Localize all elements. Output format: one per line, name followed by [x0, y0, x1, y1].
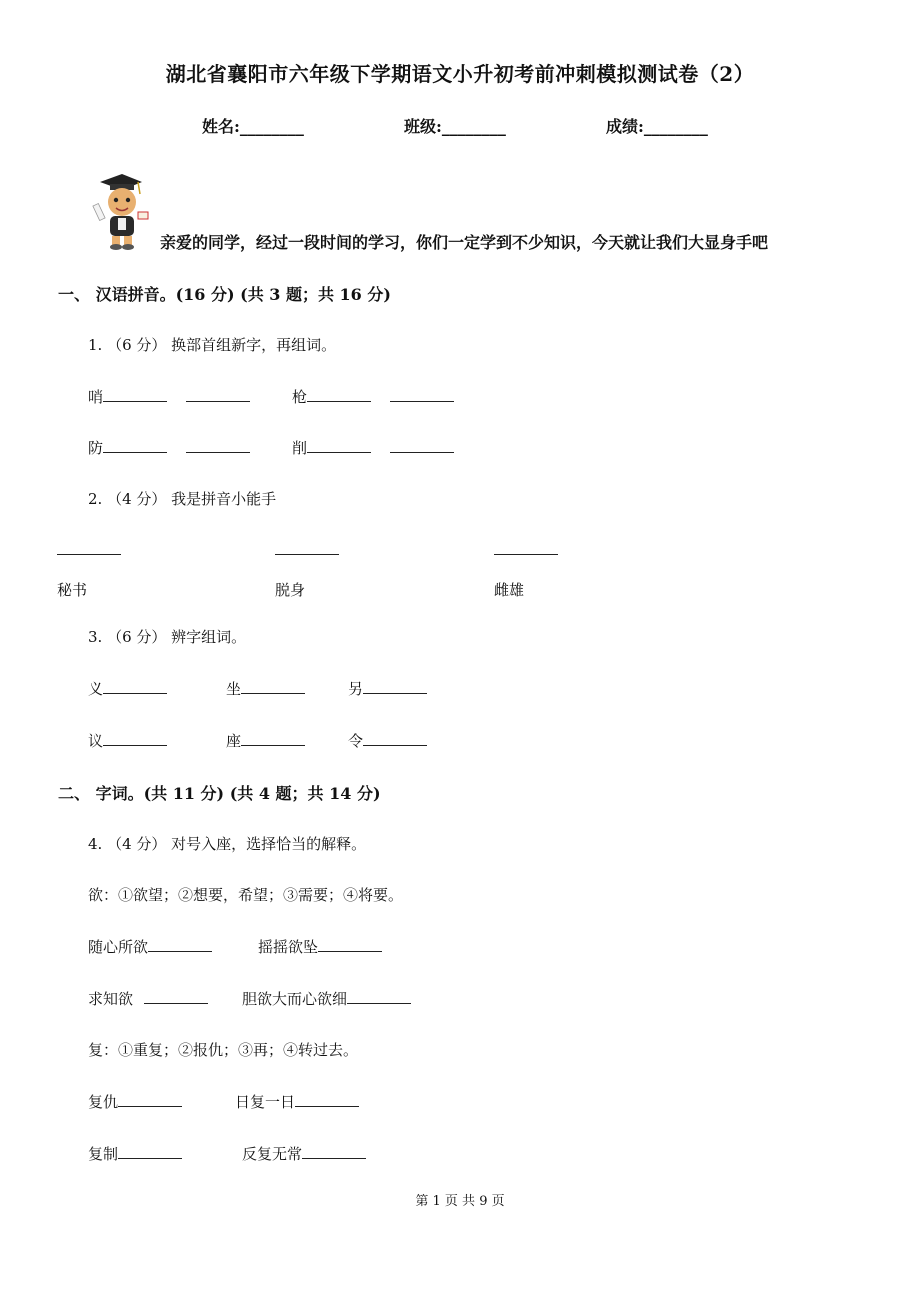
answer-blank[interactable] — [103, 438, 167, 453]
name-field-label: 姓名:________ — [202, 117, 304, 136]
q1-row2-item1 — [88, 437, 250, 458]
student-mascot-icon — [88, 168, 154, 250]
q4-phrase: 求知欲 — [88, 990, 138, 1008]
q4-phrase: 复仇 — [88, 1093, 119, 1111]
q4-phrase: 随心所欲 — [88, 938, 149, 956]
answer-blank[interactable] — [363, 731, 427, 746]
q1-row1-item2 — [292, 386, 454, 407]
question-3-prompt: 3. （6 分） 辨字组词。 — [88, 628, 247, 646]
definition-fu: 复：①重复；②报仇；③再；④转过去。 — [88, 1041, 359, 1059]
q2-word: 雌雄 — [494, 581, 525, 599]
question-2-prompt: 2. （4 分） 我是拼音小能手 — [88, 490, 277, 508]
q1-char: 枪 — [292, 388, 308, 406]
answer-blank[interactable] — [318, 937, 382, 952]
score-field-label: 成绩:________ — [606, 117, 708, 136]
q4-phrase: 日复一日 — [235, 1093, 296, 1111]
q1-char: 削 — [292, 439, 308, 457]
q4-phrase: 胆欲大而心欲细 — [242, 990, 348, 1008]
question-1-prompt: 1. （6 分） 换部首组新字，再组词。 — [88, 336, 337, 354]
q4-phrase: 摇摇欲坠 — [258, 938, 319, 956]
answer-blank[interactable] — [118, 1144, 182, 1159]
q1-row2-item2 — [292, 437, 454, 458]
pinyin-blank[interactable] — [57, 540, 121, 555]
q3-char: 另 — [348, 680, 364, 698]
q4-phrase: 反复无常 — [242, 1145, 303, 1163]
definition-yu: 欲：①欲望；②想要，希望；③需要；④将要。 — [88, 886, 404, 904]
answer-blank[interactable] — [186, 387, 250, 402]
answer-blank[interactable] — [103, 387, 167, 402]
q4-phrase: 复制 — [88, 1145, 119, 1163]
q1-row1-item1 — [88, 386, 250, 407]
q1-char: 哨 — [88, 388, 104, 406]
q2-word: 秘书 — [57, 581, 88, 599]
greeting-text: 亲爱的同学，经过一段时间的学习，你们一定学到不少知识，今天就让我们大显身手吧 — [160, 233, 769, 252]
answer-blank[interactable] — [241, 731, 305, 746]
answer-blank[interactable] — [347, 989, 411, 1004]
class-field-label: 班级:________ — [404, 117, 506, 136]
q3-char: 令 — [348, 732, 364, 750]
q3-char: 座 — [226, 732, 242, 750]
page-title: 湖北省襄阳市六年级下学期语文小升初考前冲刺模拟测试卷（2） — [165, 62, 755, 86]
answer-blank[interactable] — [103, 731, 167, 746]
answer-blank[interactable] — [307, 387, 371, 402]
answer-blank[interactable] — [118, 1092, 182, 1107]
question-4-prompt: 4. （4 分） 对号入座，选择恰当的解释。 — [88, 835, 367, 853]
q3-char: 议 — [88, 732, 104, 750]
answer-blank[interactable] — [307, 438, 371, 453]
q2-word: 脱身 — [275, 581, 306, 599]
q3-char: 义 — [88, 680, 104, 698]
pinyin-blank[interactable] — [275, 540, 339, 555]
answer-blank[interactable] — [390, 387, 454, 402]
page-footer: 第 1 页 共 9 页 — [415, 1194, 505, 1209]
answer-blank[interactable] — [295, 1092, 359, 1107]
answer-blank[interactable] — [186, 438, 250, 453]
pinyin-blank[interactable] — [494, 540, 558, 555]
answer-blank[interactable] — [302, 1144, 366, 1159]
answer-blank[interactable] — [144, 989, 208, 1004]
answer-blank[interactable] — [363, 679, 427, 694]
q1-char: 防 — [88, 439, 104, 457]
section-1-heading: 一、 汉语拼音。(16 分) (共 3 题；共 16 分) — [58, 285, 391, 304]
answer-blank[interactable] — [241, 679, 305, 694]
q3-char: 坐 — [226, 680, 242, 698]
section-2-heading: 二、 字词。(共 11 分) (共 4 题；共 14 分) — [58, 784, 381, 803]
answer-blank[interactable] — [148, 937, 212, 952]
answer-blank[interactable] — [103, 679, 167, 694]
answer-blank[interactable] — [390, 438, 454, 453]
